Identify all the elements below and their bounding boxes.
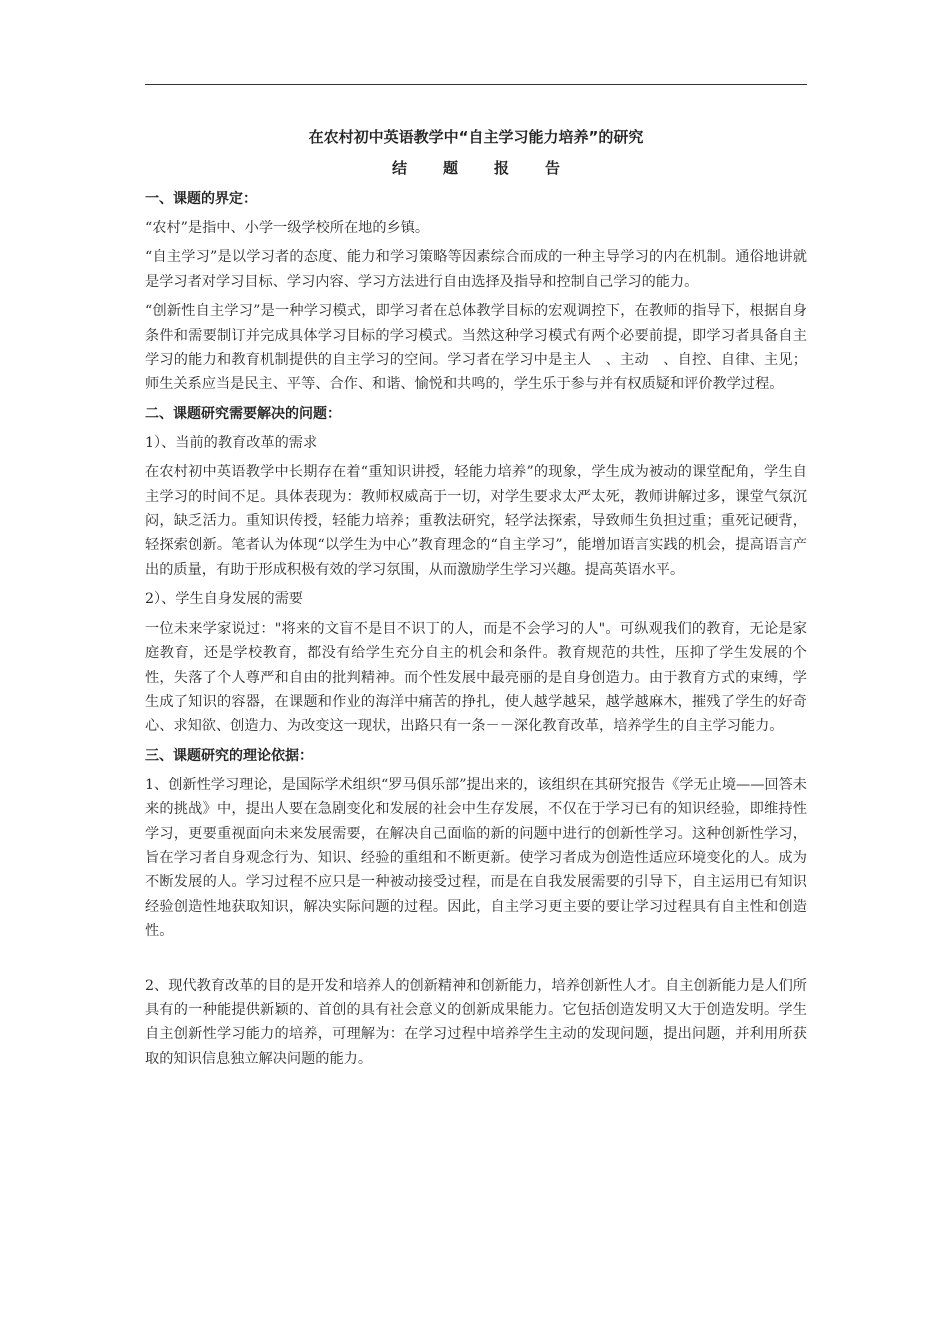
section-definition (145, 187, 807, 397)
paragraph: “自主学习”是以学习者的态度、能力和学习策略等因素综合而成的一种主导学习的内在机制。通俗地讲就是学习者对学习目标、学习内容、学习方法进行自由选择及指导和控制自己学习的能力。 (145, 249, 807, 290)
document-title: 在农村初中英语教学中“自主学习能力培养”的研究 (308, 128, 644, 146)
document-subtitle: 结题报告 (391, 159, 596, 177)
paragraph: 1、创新性学习理论，是国际学术组织“罗马俱乐部”提出来的，该组织在其研究报告《学无止境——回答未来的挑战》中，提出人要在急剧变化和发展的社会中生存发展，不仅在于学习已有的知识经验，即维持性学习，更要重视面向未来发展需要，在解决自己面临的新的问题中进行的创新性学习。这种创新性学习，旨在学习者自身观念行为、知识、经验的重组和不断更新。使学习者成为创造性适应环境变化的人。成为不断发展的人。学习过程不应只是一种被动接受过程，而是在自我发展需要的引导下，自主运用已有知识经验创造性地获取知识，解决实际问题的过程。因此，自主学习更主要的要让学习过程具有自主性和创造性。 (145, 776, 807, 940)
section-problems (145, 402, 807, 739)
paragraph: 一位未来学家说过："将来的文盲不是目不识丁的人，而是不会学习的人"。可纵观我们的教育，无论是家庭教育，还是学校教育，都没有给学生充分自主的机会和条件。教育规范的共性，压抑了学生发展的个性，失落了个人尊严和自由的批判精神。而个性发展中最亮丽的是自身创造力。由于教育方式的束缚，学生成了知识的容器，在课题和作业的海洋中痛苦的挣扎，使人越学越呆，越学越麻木，摧残了学生的好奇心、求知欲、创造力、为改变这一现状，出路只有一条－－深化教育改革，培养学生的自主学习能力。 (145, 620, 807, 735)
section-heading: 一、课题的界定： (145, 191, 257, 207)
header-rule (145, 84, 807, 85)
paragraph: 2、现代教育改革的目的是开发和培养人的创新精神和创新能力，培养创新性人才。自主创新能力是人们所具有的一种能提供新颖的、首创的具有社会意义的创新成果能力。它包括创造发明又大于创造发明。学生自主创新性学习能力的培养，可理解为：在学习过程中培养学生主动的发现问题，提出问题，并利用所获取的知识信息独立解决问题的能力。 (145, 977, 807, 1067)
subsection-heading: 1）、当前的教育改革的需求 (145, 434, 318, 451)
paragraph: “创新性自主学习”是一种学习模式，即学习者在总体教学目标的宏观调控下，在教师的指导下，根据自身条件和需要制订并完成具体学习目标的学习模式。当然这种学习模式有两个必要前提，即学习者具备自主学习的能力和教育机制提供的自主学习的空间。学习者在学习中是主人 、主动 、自控、自律、主见；师生关系应当是民主、平等、合作、和谐、愉悦和共鸣的，学生乐于参与并有权质疑和评价教学过程。 (145, 303, 807, 393)
section-heading: 三、课题研究的理论依据： (145, 747, 313, 764)
paragraph: 在农村初中英语教学中长期存在着“重知识讲授，轻能力培养”的现象，学生成为被动的课堂配角，学生自主学习的时间不足。具体表现为：教师权威高于一切，对学生要求太严太死，教师讲解过多，课堂气氛沉闷，缺乏活力。重知识传授，轻能力培养；重教法研究，轻学法探索，导致师生负担过重；重死记硬背，轻探索创新。笔者认为体现“以学生为中心”教育理念的“自主学习”，能增加语言实践的机会，提高语言产出的质量，有助于形成积极有效的学习氛围，从而激励学生学习兴趣。提高英语水平。 (145, 464, 807, 578)
section-theory (145, 744, 807, 1071)
document-body (145, 187, 807, 1076)
subsection-heading: 2）、学生自身发展的需要 (145, 591, 303, 608)
paragraph: “农村”是指中、小学一级学校所在地的乡镇。 (145, 220, 430, 236)
section-heading: 二、课题研究需要解决的问题： (145, 405, 341, 422)
document-page (145, 0, 807, 1344)
